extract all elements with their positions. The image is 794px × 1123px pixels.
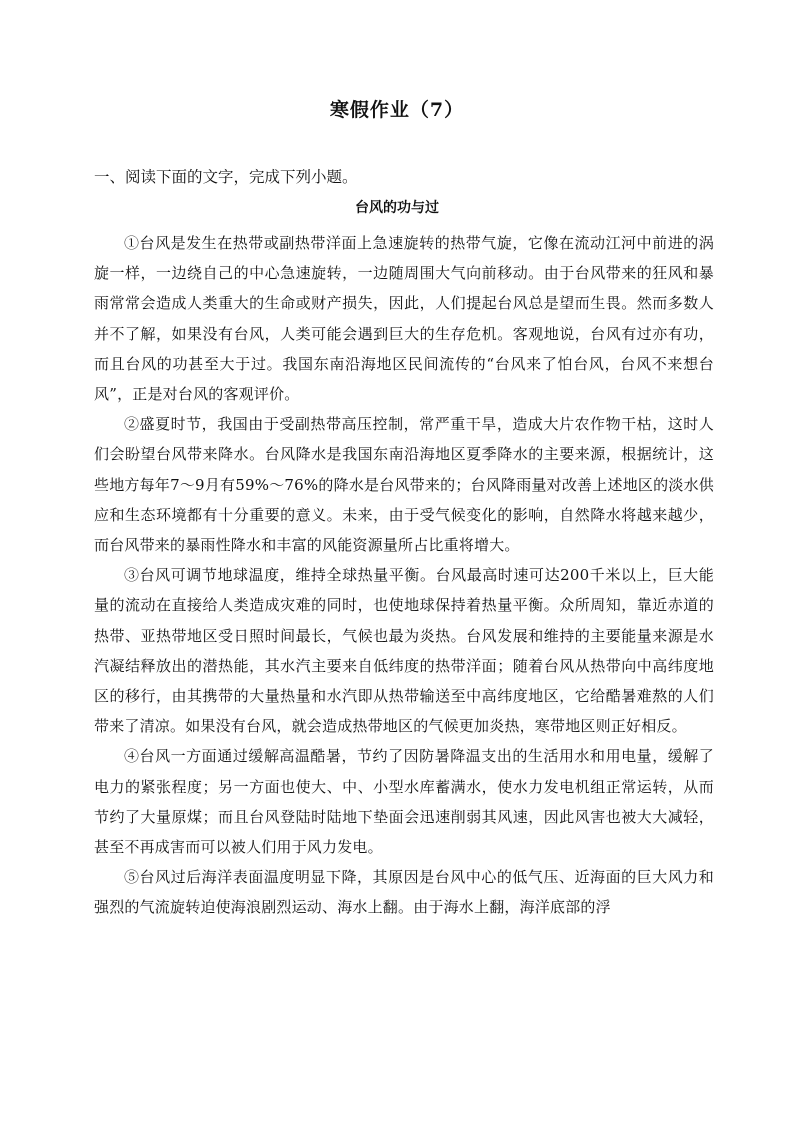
document-title: 寒假作业（7）: [329, 99, 465, 121]
article-body: [94, 228, 714, 923]
paragraph-5: ⑤台风过后海洋表面温度明显下降，其原因是台风中心的低气压、近海面的巨大风力和强烈的气流旋转迫使海浪剧烈运动、海水上翻。由于海水上翻，海洋底部的浮: [94, 868, 714, 917]
paragraph-4: ④台风一方面通过缓解高温酷暑，节约了因防暑降温支出的生活用水和用电量，缓解了电力的紧张程度；另一方面也使大、中、小型水库蓄满水，使水力发电机组正常运转，从而节约了大量原煤；而且台风登陆时陆地下垫面会迅速削弱其风速，因此风害也被大大减轻，甚至不再成害而可以被人们用于风力发电。: [94, 747, 714, 857]
paragraph-3: ③台风可调节地球温度，维持全球热量平衡。台风最高时速可达200千米以上，巨大能量的流动在直接给人类造成灾难的同时，也使地球保持着热量平衡。众所周知，靠近赤道的热带、亚热带地区受日照时间最长，气候也最为炎热。台风发展和维持的主要能量来源是水汽凝结释放出的潜热能，其水汽主要来自低纬度的热带洋面；随着台风从热带向中高纬度地区的移行，由其携带的大量热量和水汽即从热带输送至中高纬度地区，它给酷暑难熬的人们带来了清凉。如果没有台风，就会造成热带地区的气候更加炎热，寒带地区则正好相反。: [94, 566, 714, 736]
paragraph-2: ②盛夏时节，我国由于受副热带高压控制，常严重干旱，造成大片农作物干枯，这时人们会盼望台风带来降水。台风降水是我国东南沿海地区夏季降水的主要来源，根据统计，这些地方每年7～9月有59%～76%的降水是台风带来的；台风降雨量对改善上述地区的淡水供应和生态环境都有十分重要的意义。未来，由于受气候变化的影响，自然降水将越来越少，而台风带来的暴雨性降水和丰富的风能资源量所占比重将增大。: [94, 415, 714, 555]
article-title: 台风的功与过: [355, 200, 439, 216]
paragraph-1: ①台风是发生在热带或副热带洋面上急速旋转的热带气旋，它像在流动江河中前进的涡旋一样，一边绕自己的中心急速旋转，一边随周围大气向前移动。由于台风带来的狂风和暴雨常常会造成人类重大的生命或财产损失，因此，人们提起台风总是望而生畏。然而多数人并不了解，如果没有台风，人类可能会遇到巨大的生存危机。客观地说，台风有过亦有功，而且台风的功甚至大于过。我国东南沿海地区民间流传的“台风来了怕台风，台风不来想台风”，正是对台风的客观评价。: [94, 234, 714, 404]
section-heading: 一、阅读下面的文字，完成下列小题。: [94, 168, 358, 186]
